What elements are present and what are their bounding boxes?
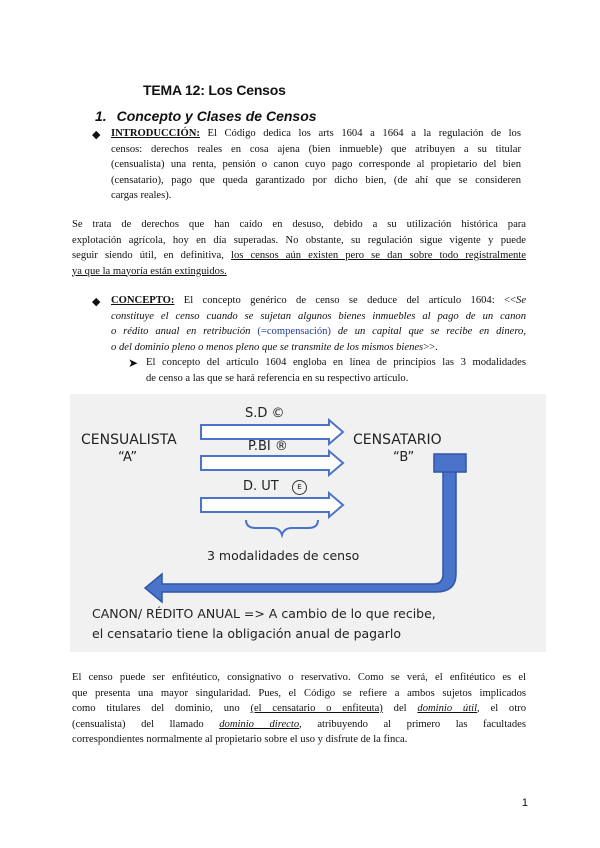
canon-line-1: CANON/ RÉDITO ANUAL => A cambio de lo que recibe, (92, 606, 436, 621)
intro-line: censos: derechos reales en cosa ajena (bien inmueble) que atribuyen a su titular (111, 143, 521, 155)
paragraph-desuso (72, 217, 526, 279)
pbi-label: P.BI ® (248, 439, 288, 454)
compensacion-note: (=compensación) (257, 326, 331, 337)
para-text: , el otro (477, 703, 527, 714)
concepto-block (111, 293, 526, 355)
section-heading (95, 108, 317, 124)
intro-label: INTRODUCCIÓN: (111, 128, 200, 139)
diamond-bullet-icon: ◆ (92, 296, 101, 308)
para-line: que presenta una mayor singularidad. Pues, el Código se refiere a ambos sujetos implicados (72, 687, 526, 699)
para-text: , atribuyendo al primero las facultades (299, 718, 526, 730)
para-text: del (382, 703, 418, 714)
censualista-label: CENSUALISTA (81, 432, 177, 448)
para-line: explotación agrícola, hoy en día superadas. No obstante, su regulación sigue vigente y puede (72, 234, 526, 246)
intro-line: El Código dedica los arts 1604 a 1664 a la regulación de los (207, 128, 521, 139)
intro-line: cargas reales). (111, 190, 172, 201)
page-number: 1 (521, 797, 528, 809)
arrow-dut (201, 493, 343, 517)
censatario-label: CENSATARIO (353, 432, 442, 448)
underlined-text: los censos aún existen pero se dan sobre todo registralmente (231, 250, 526, 261)
quote-text: constituye el censo cuando se sujetan algunos bienes inmuebles al pago de un canon (111, 310, 526, 322)
para-text: como titulares del dominio, uno (72, 703, 251, 714)
arrow-pbi (201, 451, 343, 475)
page-title: TEMA 12: Los Censos (143, 82, 286, 98)
subpoint-line: de censo a las que se hará referencia en su respectivo artículo. (146, 372, 409, 384)
quote-text: de un capital que se recibe en dinero, (330, 326, 527, 337)
paragraph-enfiteutico (72, 670, 526, 748)
modalidades-label: 3 modalidades de censo (207, 548, 360, 563)
dominio-util: dominio útil (417, 703, 478, 714)
quote-text: Se (516, 295, 527, 306)
subpoint-line: El concepto del artículo 1604 engloba en línea de principios las 3 modalidades (146, 357, 526, 368)
party-b-label: “B” (393, 450, 415, 465)
para-line: correspondientes normalmente al propietario sobre el uso y disfrute de la finca. (72, 734, 408, 745)
para-line: seguir siendo útil, en definitiva, (72, 250, 231, 261)
section-title: Concepto y Clases de Censos (116, 108, 317, 124)
quote-text: o del dominio pleno o menos pleno que se transmite de los mismos bienes (111, 341, 424, 353)
underlined-text: (el censatario o enfiteuta) (250, 703, 383, 714)
intro-line: (censatario), pago que queda garantizado por dicho bien, (de ahí que se consideren (111, 174, 521, 186)
canon-line-2: el censatario tiene la obligación anual de pagarlo (92, 626, 402, 641)
sd-label: S.D © (245, 406, 285, 421)
arrow-bullet-icon: ➤ (128, 356, 139, 370)
quote-text: o rédito anual en retribución (111, 326, 258, 337)
party-a-label: “A” (118, 450, 138, 465)
diamond-bullet-icon: ◆ (92, 129, 101, 141)
section-number: 1. (95, 108, 107, 124)
para-line: El censo puede ser enfitéutico, consignativo o reservativo. Como se verá, el enfitéutico es el (72, 672, 526, 683)
concepto-subpoint (146, 355, 526, 386)
intro-line: (censualista) una renta, pensión o canon cuyo pago corresponde al propietario del bien (111, 159, 521, 170)
enfiteusis-badge: E (292, 480, 307, 495)
concepto-label: CONCEPTO: (111, 295, 175, 306)
intro-block (111, 126, 521, 204)
underlined-text: ya que la mayoría están extinguidos. (72, 265, 227, 277)
dut-label: D. UT (243, 479, 279, 494)
para-text: (censualista) del llamado (72, 718, 220, 730)
dominio-directo: dominio directo (219, 718, 300, 730)
censo-diagram (70, 394, 546, 652)
para-line: Se trata de derechos que han caído en desuso, debido a su utilización histórica para (72, 219, 526, 230)
brace (246, 520, 318, 535)
concepto-text: El concepto genérico de censo se deduce del artículo 1604: << (183, 295, 517, 306)
quote-end: >>. (423, 341, 438, 353)
